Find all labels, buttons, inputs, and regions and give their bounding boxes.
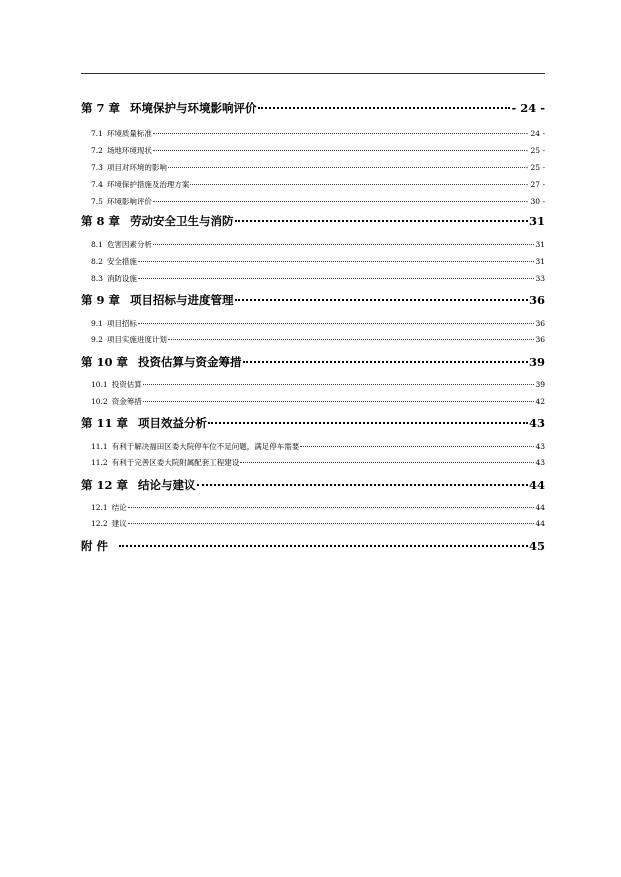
toc-leader bbox=[235, 220, 528, 222]
toc-section-title: 建议 bbox=[111, 519, 127, 528]
toc-chapter-title: 环境保护与环境影响评价 bbox=[130, 101, 257, 115]
toc-page-number: 31 bbox=[535, 257, 545, 266]
toc-page-number: 36 bbox=[528, 293, 545, 307]
toc-chapter-9[interactable] bbox=[81, 292, 545, 308]
toc-section-title: 环境保护措施及治理方案 bbox=[106, 180, 190, 189]
toc-chapter-12[interactable] bbox=[81, 477, 545, 493]
toc-section-title: 结论 bbox=[111, 503, 127, 512]
toc-chapter-title: 项目招标与进度管理 bbox=[130, 293, 234, 307]
toc-section-number: 10.2 bbox=[91, 397, 108, 406]
toc-section-11-2[interactable] bbox=[91, 457, 545, 468]
toc-section-7-5[interactable] bbox=[91, 196, 545, 207]
toc-page-number: - 24 - bbox=[525, 129, 545, 138]
toc-appendix[interactable] bbox=[81, 538, 545, 554]
toc-page-number: - 25 - bbox=[525, 146, 545, 155]
toc-section-number: 11.1 bbox=[91, 442, 108, 451]
toc-chapter-11[interactable] bbox=[81, 415, 545, 431]
header-rule bbox=[81, 73, 545, 74]
toc-section-title: 危害因素分析 bbox=[106, 240, 152, 249]
toc-leader bbox=[153, 150, 525, 151]
toc-page-number: - 24 - bbox=[511, 101, 545, 115]
toc-leader bbox=[243, 361, 528, 363]
toc-leader bbox=[153, 201, 525, 202]
toc-page-number: - 30 - bbox=[525, 197, 545, 206]
toc-section-title: 投资估算 bbox=[111, 380, 142, 389]
toc-leader bbox=[128, 523, 535, 524]
toc-page-number: 33 bbox=[535, 274, 545, 283]
toc-leader bbox=[300, 446, 534, 447]
toc-section-9-1[interactable] bbox=[91, 318, 545, 329]
toc-page-number: 31 bbox=[535, 240, 545, 249]
toc-section-number: 7.3 bbox=[91, 163, 103, 172]
toc-section-title: 资金筹措 bbox=[111, 397, 142, 406]
toc-chapter-8[interactable] bbox=[81, 213, 545, 229]
toc-page-number: 36 bbox=[535, 335, 545, 344]
toc-leader bbox=[143, 401, 535, 402]
toc-leader bbox=[138, 278, 535, 279]
toc-section-11-1[interactable] bbox=[91, 441, 545, 452]
toc-chapter-title: 项目效益分析 bbox=[138, 416, 208, 430]
toc-leader bbox=[143, 384, 535, 385]
toc-leader bbox=[258, 107, 511, 109]
toc-section-number: 7.5 bbox=[91, 197, 103, 206]
toc-page-number: 39 bbox=[528, 355, 545, 369]
toc-page-number: 42 bbox=[535, 397, 545, 406]
toc-section-number: 11.2 bbox=[91, 458, 108, 467]
toc-section-7-1[interactable] bbox=[91, 128, 545, 139]
toc-section-number: 7.1 bbox=[91, 129, 103, 138]
toc-chapter-7[interactable] bbox=[81, 100, 545, 116]
toc-section-title: 消防设施 bbox=[106, 274, 137, 283]
toc-section-title: 项目招标 bbox=[106, 319, 137, 328]
toc-page-number: 43 bbox=[535, 458, 545, 467]
toc-chapter-10[interactable] bbox=[81, 354, 545, 370]
toc-section-number: 9.1 bbox=[91, 319, 103, 328]
toc-chapter-number: 第 11 章 bbox=[81, 416, 129, 430]
toc-leader bbox=[235, 299, 528, 301]
toc-section-title: 安全措施 bbox=[106, 257, 137, 266]
toc-section-number: 10.1 bbox=[91, 380, 108, 389]
toc-section-number: 8.3 bbox=[91, 274, 103, 283]
toc-chapter-title: 结论与建议 bbox=[138, 478, 196, 492]
toc-page-number: 44 bbox=[535, 503, 545, 512]
toc-leader bbox=[138, 323, 535, 324]
toc-page-number: 44 bbox=[535, 519, 545, 528]
toc-page-number: 45 bbox=[528, 539, 545, 553]
toc-chapter-number: 第 10 章 bbox=[81, 355, 129, 369]
toc-leader bbox=[168, 339, 535, 340]
toc-section-number: 9.2 bbox=[91, 335, 103, 344]
toc-leader bbox=[153, 133, 525, 134]
toc-page-number: 43 bbox=[528, 416, 545, 430]
toc-section-12-2[interactable] bbox=[91, 518, 545, 529]
toc-section-8-2[interactable] bbox=[91, 256, 545, 267]
toc-leader bbox=[208, 422, 528, 424]
toc-section-title: 有利于解决福田区委大院停车位不足问题，满足停车需要 bbox=[111, 442, 300, 451]
toc-chapter-number: 第 12 章 bbox=[81, 478, 129, 492]
toc-section-7-4[interactable] bbox=[91, 179, 545, 190]
toc-section-number: 12.2 bbox=[91, 519, 108, 528]
toc-section-9-2[interactable] bbox=[91, 334, 545, 345]
toc-section-title: 项目对环境的影响 bbox=[106, 163, 167, 172]
toc-section-8-3[interactable] bbox=[91, 273, 545, 284]
toc-page-number: 44 bbox=[528, 478, 545, 492]
toc-page-number: 43 bbox=[535, 442, 545, 451]
toc-chapter-number: 第 9 章 bbox=[81, 293, 121, 307]
toc-section-12-1[interactable] bbox=[91, 502, 545, 513]
toc-appendix-label: 附 件 bbox=[81, 539, 109, 553]
toc-section-number: 7.2 bbox=[91, 146, 103, 155]
toc-page-number: - 25 - bbox=[525, 163, 545, 172]
toc-leader bbox=[190, 184, 524, 185]
toc-chapter-title: 劳动安全卫生与消防 bbox=[130, 214, 234, 228]
toc-leader bbox=[197, 484, 528, 486]
toc-section-7-2[interactable] bbox=[91, 145, 545, 156]
toc-leader bbox=[168, 167, 525, 168]
toc-page-number: 39 bbox=[535, 380, 545, 389]
toc-chapter-number: 第 8 章 bbox=[81, 214, 121, 228]
toc-section-10-2[interactable] bbox=[91, 396, 545, 407]
toc-page-number: 36 bbox=[535, 319, 545, 328]
toc-section-number: 8.2 bbox=[91, 257, 103, 266]
toc-chapter-title: 投资估算与资金筹措 bbox=[138, 355, 242, 369]
toc-section-title: 有利于完善区委大院附属配套工程建设 bbox=[111, 458, 240, 467]
toc-chapter-number: 第 7 章 bbox=[81, 101, 121, 115]
toc-section-title: 环境影响评价 bbox=[106, 197, 152, 206]
toc-leader bbox=[138, 261, 535, 262]
toc-section-title: 环境质量标准 bbox=[106, 129, 152, 138]
toc-section-title: 项目实施进度计划 bbox=[106, 335, 167, 344]
toc-section-number: 7.4 bbox=[91, 180, 103, 189]
toc-leader bbox=[119, 545, 528, 547]
toc-page-number: 31 bbox=[528, 214, 545, 228]
toc-section-10-1[interactable] bbox=[91, 379, 545, 390]
toc-section-7-3[interactable] bbox=[91, 162, 545, 173]
toc-section-number: 12.1 bbox=[91, 503, 108, 512]
toc-leader bbox=[153, 244, 535, 245]
toc-leader bbox=[240, 462, 534, 463]
toc-section-8-1[interactable] bbox=[91, 239, 545, 250]
toc-section-title: 场地环境现状 bbox=[106, 146, 152, 155]
toc-leader bbox=[128, 507, 535, 508]
toc-section-number: 8.1 bbox=[91, 240, 103, 249]
toc-page-number: - 27 - bbox=[525, 180, 545, 189]
